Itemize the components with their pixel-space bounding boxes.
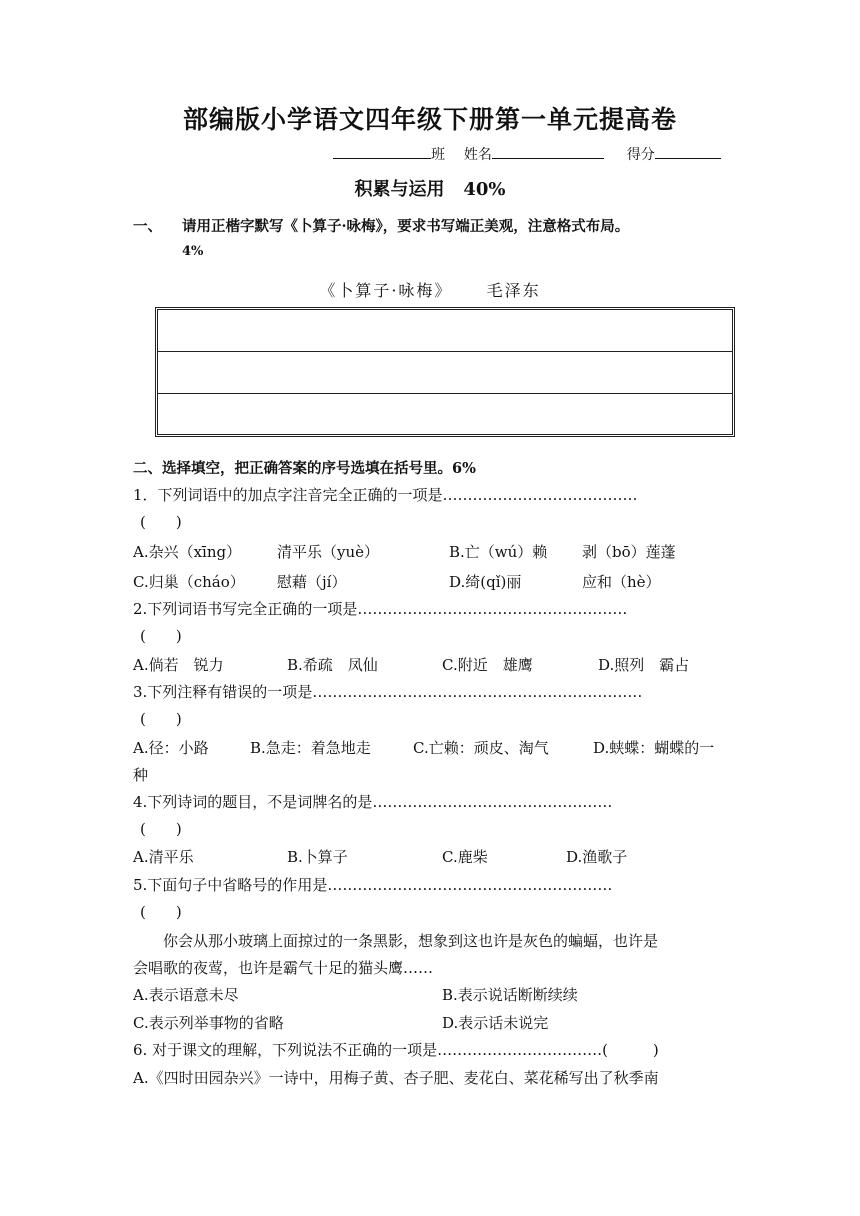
item-6-stem: 6. 对于课文的理解，下列说法不正确的一项是……………………………( ) [133,1041,659,1059]
poem-heading [0,278,860,301]
option: D.表示话未说完 [442,1014,549,1032]
question-1-text: 请用正楷字默写《卜算子·咏梅》，要求书写端正美观，注意格式布局。 [182,218,630,235]
option: B.希疏 凤仙 [287,656,378,674]
option: A.表示语意未尽 [133,986,239,1004]
name-blank[interactable] [492,144,604,159]
option: D.绮(qǐ)丽 [449,573,522,591]
item-6-option-a: A.《四时田园杂兴》一诗中，用梅子黄、杏子肥、麦花白、菜花稀写出了秋季南 [133,1069,659,1087]
item-2-stem: 2.下列词语书写完全正确的一项是……………………………………………… [133,600,628,618]
option: C.亡赖：顽皮、淘气 [413,739,549,757]
option: D.渔歌子 [566,848,628,866]
answer-bracket[interactable]: ( ) [140,513,182,531]
section-title: 积累与运用 [354,179,445,200]
option: 剥（bō）莲蓬 [582,543,676,561]
question-1-number: 一、 [133,218,162,235]
option: 清平乐（yuè） [277,543,380,561]
poem-author: 毛泽东 [486,281,541,300]
option: B.亡（wú）赖 [449,543,548,561]
section-weight: 40% [463,179,506,200]
option: C.表示列举事物的省略 [133,1014,284,1032]
answer-bracket[interactable]: ( ) [140,903,182,921]
item-3-stem: 3.下列注释有错误的一项是………………………………………………………… [133,683,643,701]
answer-bracket[interactable]: ( ) [140,820,182,838]
option: D.蛱蝶：蝴蝶的一 [593,739,715,757]
option-wrap: 种 [133,766,149,784]
poem-title: 《卜算子·咏梅》 [319,281,453,300]
class-blank[interactable] [333,144,431,159]
page-title: 部编版小学语文四年级下册第一单元提高卷 [182,105,677,134]
option: C.归巢（cháo） [133,573,245,591]
option: B.急走：着急地走 [250,739,371,757]
option: A.径：小路 [133,739,209,757]
option: 慰藉（jí） [277,573,347,591]
passage-line: 你会从那小玻璃上面掠过的一条黑影，想象到这也许是灰色的蝙蝠，也许是 [163,932,659,950]
answer-bracket[interactable]: ( ) [140,710,182,728]
writing-grid[interactable] [155,307,735,437]
writing-row[interactable] [158,352,732,394]
passage-line: 会唱歌的夜莺，也许是霸气十足的猫头鹰…… [133,959,434,977]
option: 应和（hè） [582,573,661,591]
section-heading [0,175,860,201]
question-1-score: 4% [182,244,204,259]
question-2-title: 二、选择填空，把正确答案的序号选填在括号里。6% [133,460,476,477]
writing-row[interactable] [158,394,732,436]
writing-row[interactable] [158,310,732,352]
item-1-stem: 1．下列词语中的加点字注音完全正确的一项是………………………………… [133,486,638,504]
score-blank[interactable] [655,144,721,159]
option: C.附近 雄鹰 [442,656,533,674]
option: A.清平乐 [133,848,194,866]
option: A.倘若 锐力 [133,656,224,674]
option: C.鹿柴 [442,848,488,866]
item-5-stem: 5.下面句子中省略号的作用是………………………………………………… [133,876,613,894]
name-label: 姓名 [463,147,492,163]
score-label: 得分 [626,147,655,163]
option: B.卜算子 [287,848,348,866]
student-info-line [333,144,721,164]
option: B.表示说话断断续续 [442,986,578,1004]
class-label: 班 [431,147,445,163]
option: D.照列 霸占 [598,656,690,674]
item-4-stem: 4.下列诗词的题目，不是词牌名的是………………………………………… [133,793,613,811]
answer-bracket[interactable]: ( ) [140,627,182,645]
option: A.杂兴（xīng） [133,543,242,561]
